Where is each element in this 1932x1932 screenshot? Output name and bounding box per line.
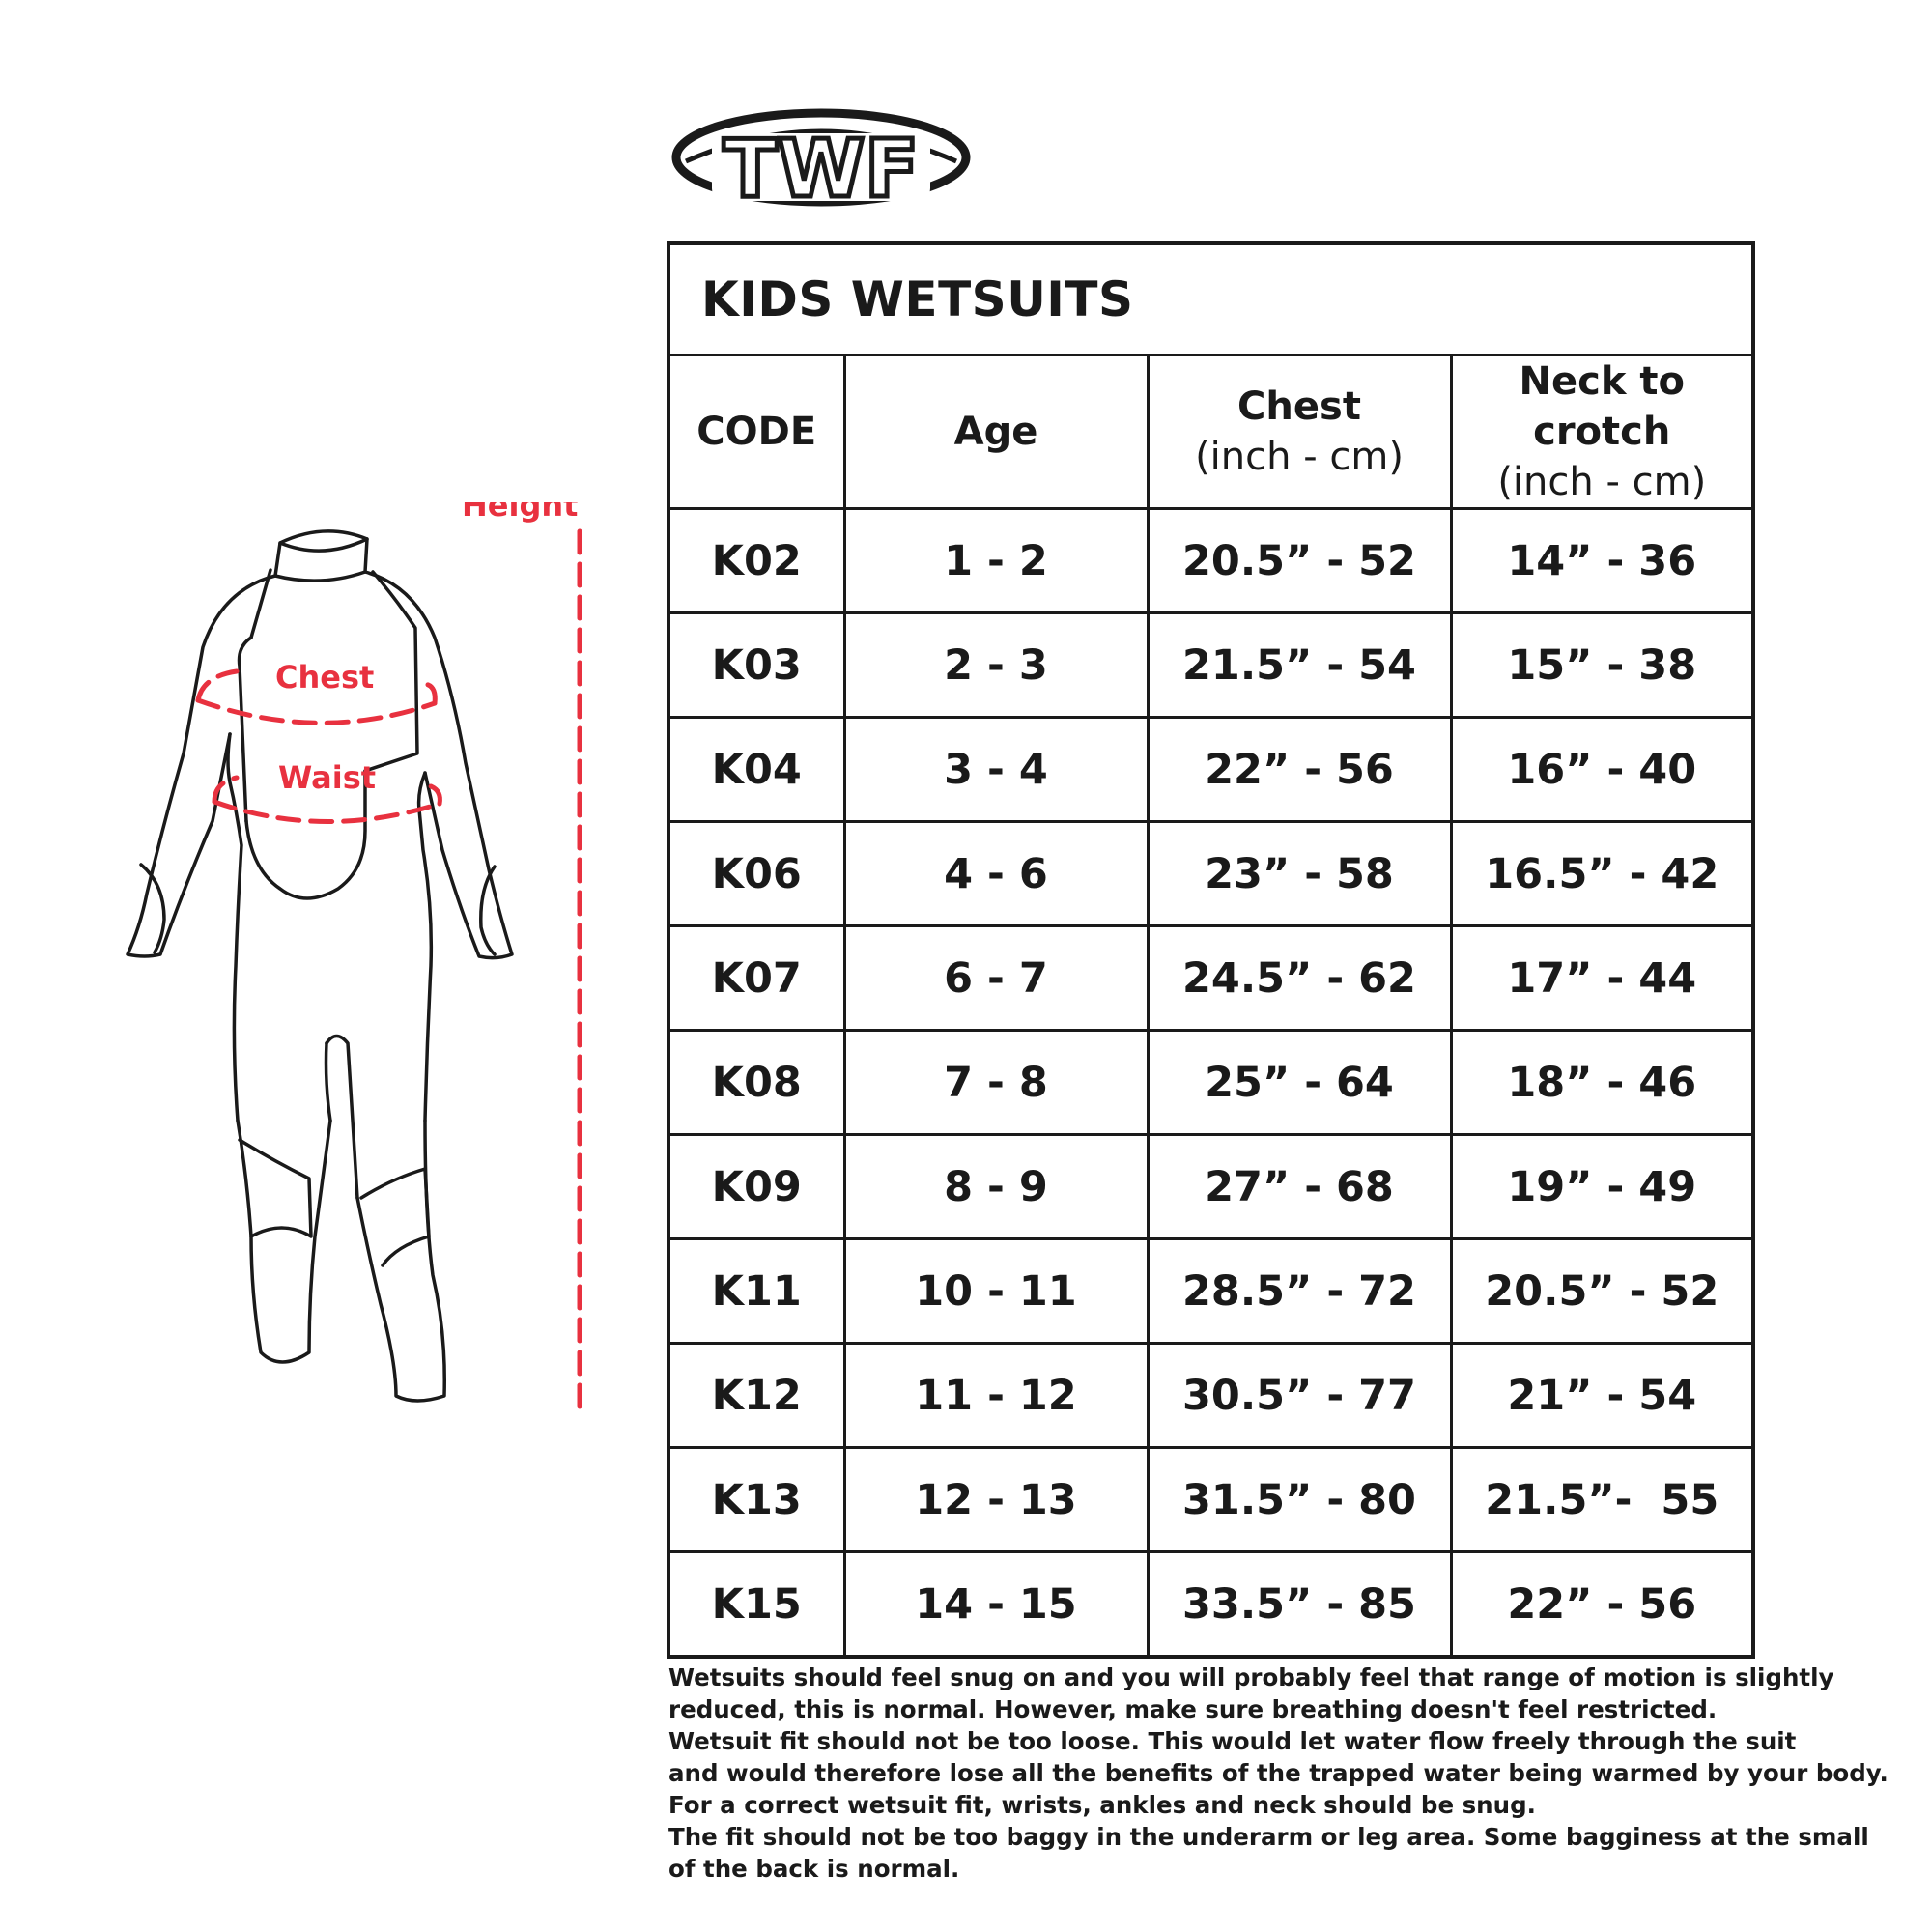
twf-logo-icon bbox=[667, 101, 976, 237]
fit-notes bbox=[668, 1662, 1889, 1885]
table-row bbox=[668, 1031, 1753, 1135]
cell-age: 2 - 3 bbox=[844, 613, 1148, 718]
table-row bbox=[668, 926, 1753, 1031]
cell-neck-to-crotch: 18” - 46 bbox=[1451, 1031, 1753, 1135]
cell-age: 7 - 8 bbox=[844, 1031, 1148, 1135]
wetsuit-figure bbox=[106, 502, 609, 1430]
cell-neck-to-crotch: 14” - 36 bbox=[1451, 509, 1753, 613]
header-age: Age bbox=[844, 355, 1148, 509]
table-row bbox=[668, 1135, 1753, 1239]
table-title: KIDS WETSUITS bbox=[668, 243, 1753, 355]
size-chart-table bbox=[667, 242, 1755, 1659]
cell-code: K11 bbox=[668, 1239, 844, 1344]
cell-code: K09 bbox=[668, 1135, 844, 1239]
cell-chest: 31.5” - 80 bbox=[1148, 1448, 1451, 1552]
header-neck-to-crotch: Neck to crotch (inch - cm) bbox=[1451, 355, 1753, 509]
table-header-row bbox=[668, 355, 1753, 509]
table-row bbox=[668, 822, 1753, 926]
cell-code: K15 bbox=[668, 1552, 844, 1658]
note-line: Wetsuits should feel snug on and you will probably feel that range of motion is slightly bbox=[668, 1663, 1834, 1691]
cell-chest: 21.5” - 54 bbox=[1148, 613, 1451, 718]
cell-chest: 23” - 58 bbox=[1148, 822, 1451, 926]
cell-neck-to-crotch: 16” - 40 bbox=[1451, 718, 1753, 822]
header-code: CODE bbox=[668, 355, 844, 509]
note-line: of the back is normal. bbox=[668, 1855, 960, 1883]
table-row bbox=[668, 1344, 1753, 1448]
cell-neck-to-crotch: 15” - 38 bbox=[1451, 613, 1753, 718]
cell-chest: 22” - 56 bbox=[1148, 718, 1451, 822]
cell-age: 10 - 11 bbox=[844, 1239, 1148, 1344]
table-title-row bbox=[668, 243, 1753, 355]
cell-chest: 30.5” - 77 bbox=[1148, 1344, 1451, 1448]
cell-neck-to-crotch: 17” - 44 bbox=[1451, 926, 1753, 1031]
cell-neck-to-crotch: 19” - 49 bbox=[1451, 1135, 1753, 1239]
table-row bbox=[668, 509, 1753, 613]
logo-text: TWF bbox=[723, 124, 920, 215]
cell-neck-to-crotch: 21.5”- 55 bbox=[1451, 1448, 1753, 1552]
cell-neck-to-crotch: 20.5” - 52 bbox=[1451, 1239, 1753, 1344]
twf-logo bbox=[667, 101, 976, 237]
cell-code: K03 bbox=[668, 613, 844, 718]
table-row bbox=[668, 1239, 1753, 1344]
chest-label: Chest bbox=[275, 659, 375, 696]
cell-chest: 24.5” - 62 bbox=[1148, 926, 1451, 1031]
cell-chest: 27” - 68 bbox=[1148, 1135, 1451, 1239]
cell-code: K13 bbox=[668, 1448, 844, 1552]
wetsuit-outline-icon bbox=[106, 502, 609, 1430]
cell-chest: 25” - 64 bbox=[1148, 1031, 1451, 1135]
cell-code: K07 bbox=[668, 926, 844, 1031]
table-row bbox=[668, 718, 1753, 822]
cell-chest: 20.5” - 52 bbox=[1148, 509, 1451, 613]
note-line: Wetsuit fit should not be too loose. This would let water flow freely through the suit bbox=[668, 1727, 1797, 1755]
cell-code: K06 bbox=[668, 822, 844, 926]
header-chest: Chest (inch - cm) bbox=[1148, 355, 1451, 509]
table-row bbox=[668, 1552, 1753, 1658]
cell-age: 12 - 13 bbox=[844, 1448, 1148, 1552]
cell-age: 3 - 4 bbox=[844, 718, 1148, 822]
cell-age: 6 - 7 bbox=[844, 926, 1148, 1031]
cell-code: K02 bbox=[668, 509, 844, 613]
cell-code: K04 bbox=[668, 718, 844, 822]
note-line: The fit should not be too baggy in the underarm or leg area. Some bagginess at the small bbox=[668, 1823, 1869, 1851]
table-body bbox=[668, 509, 1753, 1658]
cell-chest: 28.5” - 72 bbox=[1148, 1239, 1451, 1344]
table-row bbox=[668, 1448, 1753, 1552]
waist-label: Waist bbox=[278, 759, 377, 796]
cell-code: K12 bbox=[668, 1344, 844, 1448]
cell-chest: 33.5” - 85 bbox=[1148, 1552, 1451, 1658]
cell-neck-to-crotch: 22” - 56 bbox=[1451, 1552, 1753, 1658]
cell-age: 4 - 6 bbox=[844, 822, 1148, 926]
cell-age: 11 - 12 bbox=[844, 1344, 1148, 1448]
note-line: reduced, this is normal. However, make sure breathing doesn't feel restricted. bbox=[668, 1695, 1718, 1723]
cell-neck-to-crotch: 16.5” - 42 bbox=[1451, 822, 1753, 926]
table-row bbox=[668, 613, 1753, 718]
cell-age: 8 - 9 bbox=[844, 1135, 1148, 1239]
cell-code: K08 bbox=[668, 1031, 844, 1135]
note-line: For a correct wetsuit fit, wrists, ankles and neck should be snug. bbox=[668, 1791, 1536, 1819]
height-label: Height bbox=[462, 502, 579, 524]
note-line: and would therefore lose all the benefits of the trapped water being warmed by your body. bbox=[668, 1759, 1889, 1787]
cell-neck-to-crotch: 21” - 54 bbox=[1451, 1344, 1753, 1448]
cell-age: 14 - 15 bbox=[844, 1552, 1148, 1658]
cell-age: 1 - 2 bbox=[844, 509, 1148, 613]
